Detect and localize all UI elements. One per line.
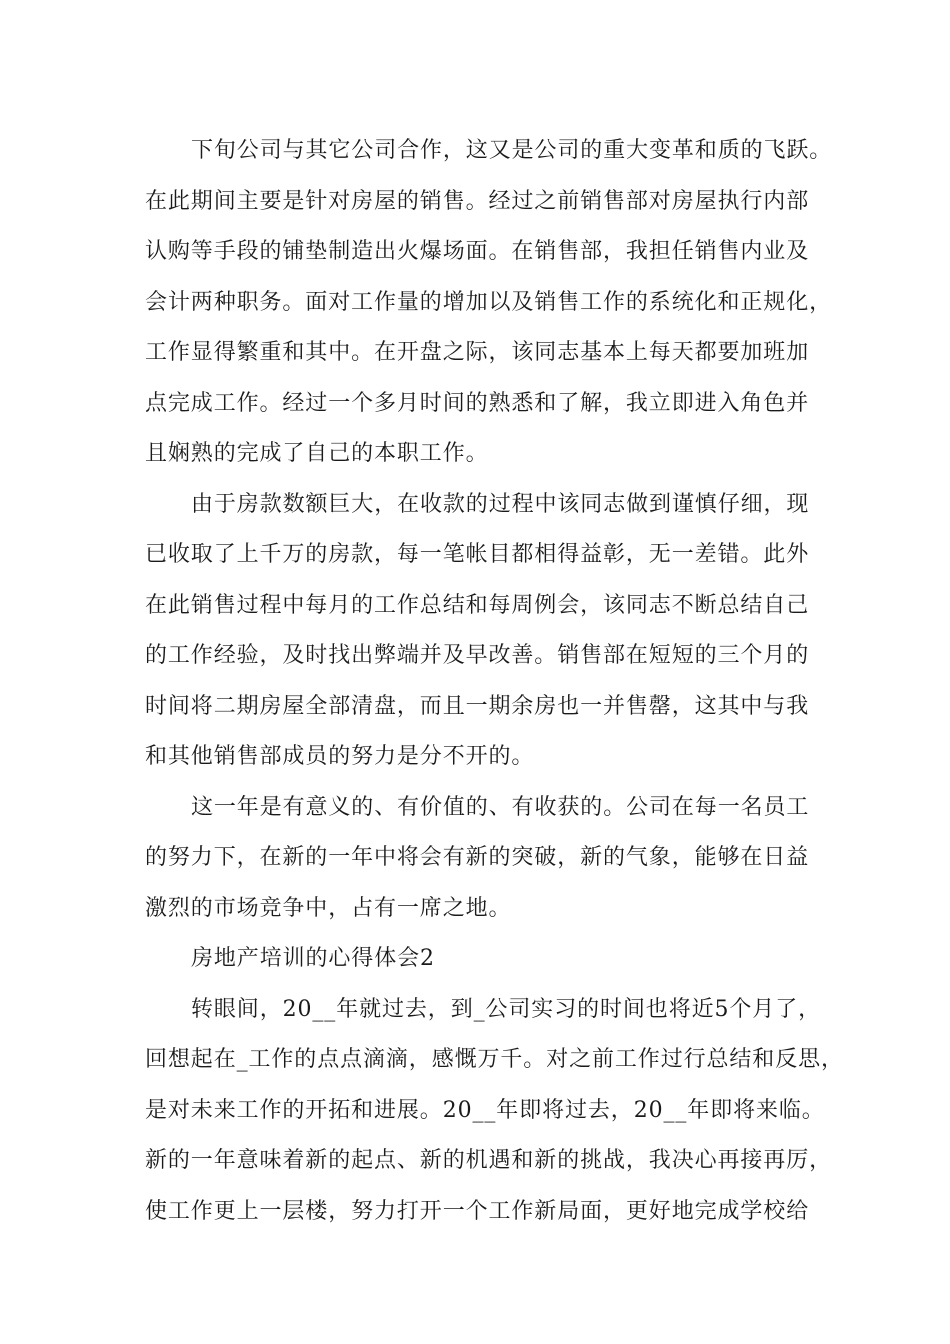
text-line: 新的一年意味着新的起点、新的机遇和新的挑战，我决心再接再厉， <box>145 1148 833 1173</box>
section-heading: 房地产培训的心得体会2 <box>191 946 435 971</box>
text-line: 在此销售过程中每月的工作总结和每周例会，该同志不断总结自己 <box>145 592 810 618</box>
text-line: 这一年是有意义的、有价值的、有收获的。公司在每一名员工 <box>191 794 810 820</box>
paragraph <box>145 985 844 1238</box>
text-line: 时间将二期房屋全部清盘，而且一期余房也一并售罄，这其中与我 <box>145 693 810 719</box>
text-line: 且娴熟的完成了自己的本职工作。 <box>145 441 489 466</box>
document-body <box>145 126 844 1237</box>
text-line: 和其他销售部成员的努力是分不开的。 <box>145 744 535 769</box>
text-line: 由于房款数额巨大，在收款的过程中该同志做到谨慎仔细，现 <box>191 491 810 517</box>
paragraph <box>145 480 810 783</box>
text-line: 下旬公司与其它公司合作，这又是公司的重大变革和质的飞跃。 <box>191 138 833 163</box>
paragraph <box>145 783 810 935</box>
text-line: 在此期间主要是针对房屋的销售。经过之前销售部对房屋执行内部 <box>145 188 810 214</box>
text-line: 激烈的市场竞争中，占有一席之地。 <box>145 895 512 921</box>
text-line: 认购等手段的铺垫制造出火爆场面。在销售部，我担任销售内业及 <box>145 239 810 264</box>
text-line: 转眼间，20__年就过去，到_公司实习的时间也将近5个月了， <box>191 996 821 1022</box>
text-line: 是对未来工作的开拓和进展。20__年即将过去，20__年即将来临。 <box>145 1097 825 1123</box>
text-line: 点完成工作。经过一个多月时间的熟悉和了解，我立即进入角色并 <box>145 390 810 416</box>
paragraph <box>145 126 833 480</box>
text-line: 的努力下，在新的一年中将会有新的突破，新的气象，能够在日益 <box>145 845 810 870</box>
text-line: 会计两种职务。面对工作量的增加以及销售工作的系统化和正规化， <box>145 289 833 315</box>
text-line: 使工作更上一层楼，努力打开一个工作新局面，更好地完成学校给 <box>145 1198 810 1224</box>
text-line: 工作显得繁重和其中。在开盘之际，该同志基本上每天都要加班加 <box>145 340 810 365</box>
text-line: 回想起在_工作的点点滴滴，感慨万千。对之前工作过行总结和反思， <box>145 1047 844 1072</box>
text-line: 已收取了上千万的房款，每一笔帐目都相得益彰，无一差错。此外 <box>145 542 810 567</box>
text-line: 的工作经验，及时找出弊端并及早改善。销售部在短短的三个月的 <box>145 643 810 668</box>
